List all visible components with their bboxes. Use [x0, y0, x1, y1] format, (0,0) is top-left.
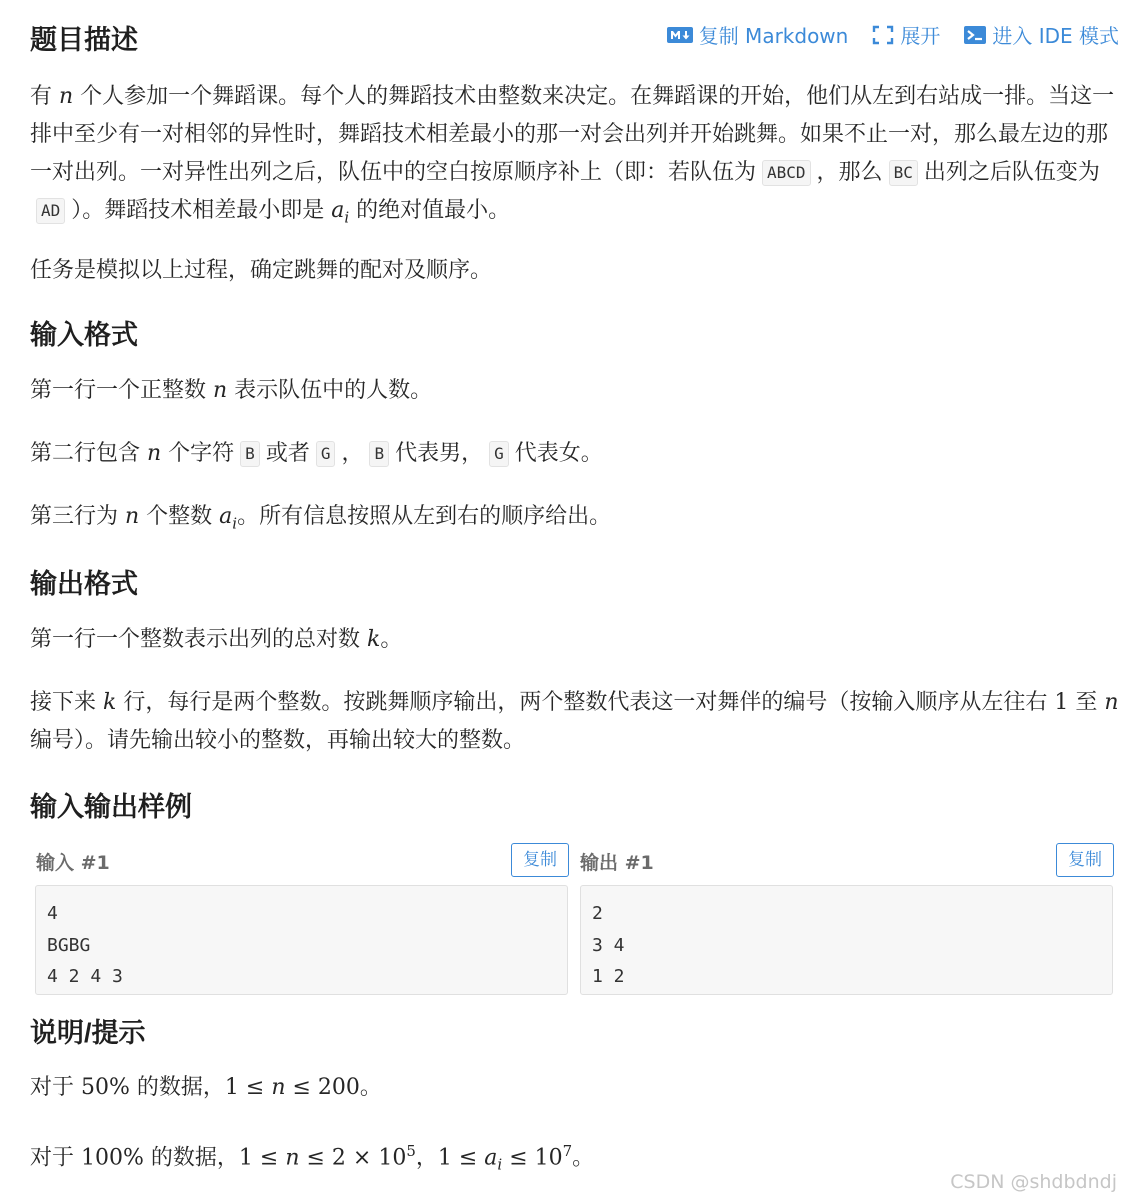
math-text: ≤ 10	[502, 1145, 563, 1171]
hint-line-1	[30, 1069, 1120, 1107]
text: 个字符	[161, 441, 235, 466]
text: 。	[359, 1075, 382, 1100]
section-title-input-format: 输入格式	[30, 320, 138, 350]
inline-code-g: G	[316, 441, 336, 467]
terminal-icon	[964, 25, 986, 45]
section-title-output-format: 输出格式	[30, 569, 138, 599]
percent-100: 100%	[81, 1145, 144, 1171]
inline-code-abcd: ABCD	[762, 160, 811, 186]
text: 第三行为	[30, 504, 125, 529]
var-k: k	[103, 690, 117, 715]
markdown-icon	[667, 26, 693, 44]
section-title-samples: 输入输出样例	[30, 792, 192, 822]
var-i-subscript: i	[497, 1155, 503, 1174]
inline-code-bc: BC	[889, 160, 918, 186]
var-a: a	[484, 1145, 498, 1171]
expand-button[interactable]	[872, 20, 940, 49]
text: 表示队伍中的人数。	[227, 378, 433, 403]
text: 至	[1068, 690, 1105, 715]
section-title-hint: 说明/提示	[30, 1018, 146, 1048]
desc-text: 有	[30, 84, 59, 109]
description-paragraph	[30, 78, 1120, 236]
desc-text: ，那么	[816, 160, 883, 185]
var-k: k	[367, 627, 381, 652]
text: 或者	[265, 441, 310, 466]
math-text: ≤ 200	[285, 1075, 360, 1100]
var-n: n	[1104, 690, 1119, 715]
text: 代表女。	[514, 441, 603, 466]
desc-text: 出列之后队伍变为	[923, 160, 1100, 185]
inline-code-ad: AD	[36, 198, 65, 224]
text: 的数据，	[129, 1075, 225, 1100]
text: 第一行一个正整数	[30, 378, 213, 403]
var-n: n	[125, 504, 140, 529]
text: 第二行包含	[30, 441, 147, 466]
text: 。	[380, 627, 403, 652]
copy-markdown-button[interactable]	[667, 20, 849, 49]
section-title-description: 题目描述	[30, 25, 138, 55]
input-format-line-3	[30, 498, 1120, 542]
text: 接下来	[30, 690, 103, 715]
text: 的数据，	[143, 1145, 239, 1171]
desc-text: 的绝对值最小。	[349, 198, 511, 223]
ide-mode-button[interactable]	[964, 20, 1119, 49]
text: 对于	[30, 1075, 81, 1100]
var-n: n	[285, 1145, 300, 1171]
text: 个整数	[139, 504, 220, 529]
exponent-7: 7	[562, 1142, 573, 1160]
text: 代表男，	[395, 441, 484, 466]
inline-code-b: B	[240, 441, 260, 467]
text: ，	[415, 1145, 438, 1171]
input-format-line-2	[30, 435, 1120, 473]
var-a: a	[219, 504, 233, 529]
copy-markdown-label: 复制 Markdown	[698, 24, 849, 48]
percent-50: 50%	[81, 1075, 130, 1100]
ide-mode-label: 进入 IDE 模式	[992, 24, 1119, 48]
copy-input-button[interactable]: 复制	[511, 843, 569, 877]
var-i-subscript: i	[344, 208, 350, 227]
sample-input-label: 输入 #1	[36, 852, 110, 874]
output-format-line-1	[30, 621, 1120, 659]
expand-icon	[872, 25, 894, 45]
var-i-subscript: i	[232, 514, 238, 533]
text: 编号）。请先输出较小的整数，再输出较大的整数。	[30, 728, 526, 753]
text: ，	[341, 441, 364, 466]
expand-label: 展开	[900, 24, 941, 48]
text: 第一行一个整数表示出列的总对数	[30, 627, 367, 652]
inline-code-g: G	[489, 441, 509, 467]
text: 。所有信息按照从左到右的顺序给出。	[237, 504, 612, 529]
number-1: 1	[1054, 690, 1069, 715]
var-n: n	[147, 441, 162, 466]
text: 对于	[30, 1145, 81, 1171]
inline-code-b: B	[369, 441, 389, 467]
var-n: n	[271, 1075, 286, 1100]
csdn-watermark: CSDN @shdbdndj	[950, 1171, 1117, 1193]
output-format-line-2	[30, 684, 1120, 760]
var-n: n	[59, 84, 74, 109]
var-n: n	[213, 378, 228, 403]
math-text: 1 ≤	[224, 1075, 272, 1100]
var-a: a	[331, 198, 345, 223]
math-text: 1 ≤	[238, 1145, 286, 1171]
desc-text: 个人参加一个舞蹈课。每个人的舞蹈技术由整数来决定。在舞蹈课的开始，他们从左到右站成一排。当这一排中至少有一对相邻的异性时，舞蹈技术相差最小的那一对会出列并开始跳舞。如果不止一对，那么最左边的那一对出列。一对异性出列之后，队伍中的空白按原顺序补上（即：若队伍为	[30, 84, 1115, 185]
exponent-5: 5	[406, 1142, 416, 1160]
input-format-line-1	[30, 372, 1120, 410]
math-text: ≤ 2 × 10	[299, 1145, 407, 1171]
task-paragraph: 任务是模拟以上过程，确定跳舞的配对及顺序。	[30, 258, 493, 283]
text: 。	[572, 1145, 595, 1171]
toolbar	[667, 20, 1119, 49]
sample-output-box: 2 3 4 1 2	[580, 885, 1113, 995]
copy-output-button[interactable]: 复制	[1056, 843, 1114, 877]
math-text: 1 ≤	[437, 1145, 485, 1171]
text: 行，每行是两个整数。按跳舞顺序输出，两个整数代表这一对舞伴的编号（按输入顺序从左往右	[116, 690, 1055, 715]
sample-output-label: 输出 #1	[580, 852, 654, 874]
sample-input-box: 4 BGBG 4 2 4 3	[35, 885, 568, 995]
desc-text: ）。舞蹈技术相差最小即是	[71, 198, 332, 223]
